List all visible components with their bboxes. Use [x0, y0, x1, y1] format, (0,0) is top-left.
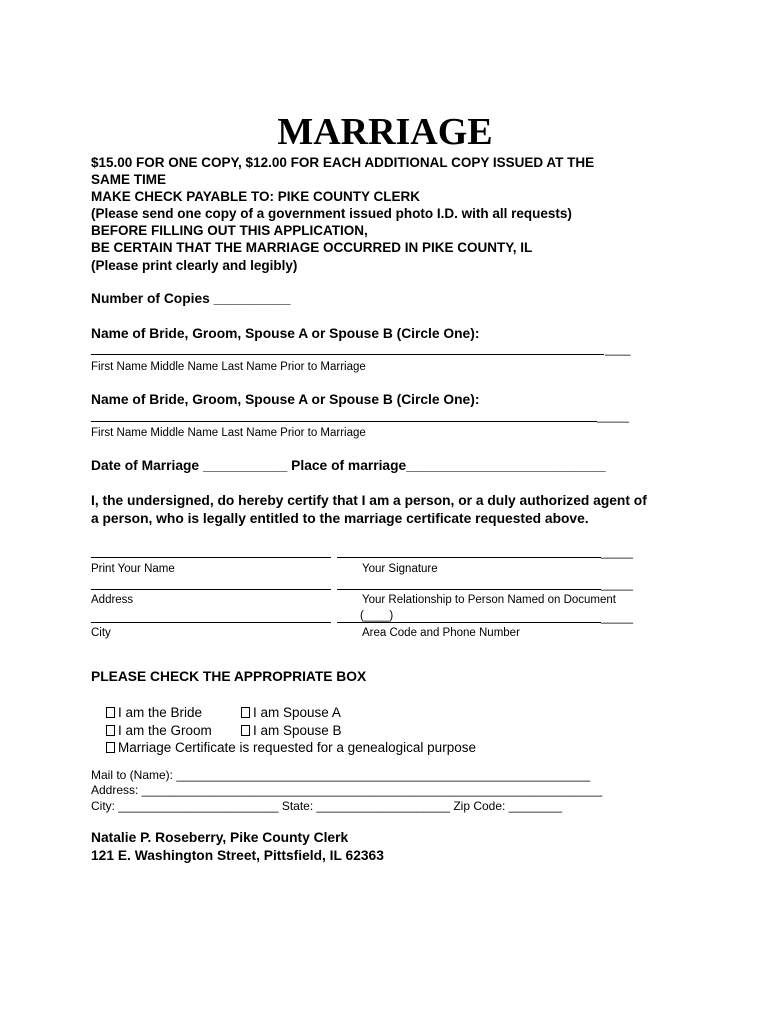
- check-box-heading: PLEASE CHECK THE APPROPRIATE BOX: [91, 669, 367, 684]
- certify-line-1: I, the undersigned, do hereby certify that I am a person, or a duly authorized agent of: [91, 493, 647, 508]
- relationship-caption: Your Relationship to Person Named on Document: [362, 594, 616, 606]
- print-name-caption: Print Your Name: [91, 563, 175, 575]
- address-caption: Address: [91, 594, 134, 606]
- checkbox-genealogy[interactable]: [106, 742, 115, 753]
- relationship-line[interactable]: [337, 589, 601, 590]
- fee-line: $15.00 FOR ONE COPY, $12.00 FOR EACH ADDITIONAL COPY ISSUED AT THE: [91, 155, 595, 170]
- option-spouse-a-label: I am Spouse A: [253, 705, 341, 720]
- print-clearly-line: (Please print clearly and legibly): [91, 258, 298, 273]
- phone-line-tail: _____: [601, 612, 633, 624]
- party2-caption: First Name Middle Name Last Name Prior to Marriage: [91, 427, 366, 439]
- mail-city-state-zip-field[interactable]: City: ________________________ State: ____________________ Zip Code: ________: [91, 799, 563, 813]
- party1-caption: First Name Middle Name Last Name Prior to Marriage: [91, 361, 366, 373]
- phone-caption: Area Code and Phone Number: [362, 627, 520, 639]
- pike-county-line: BE CERTAIN THAT THE MARRIAGE OCCURRED IN PIKE COUNTY, IL: [91, 240, 533, 255]
- date-place-field[interactable]: Date of Marriage ___________ Place of marriage__________________________: [91, 458, 606, 473]
- address-line[interactable]: [91, 589, 331, 590]
- city-line[interactable]: [91, 622, 331, 623]
- option-groom-label: I am the Groom: [118, 723, 212, 738]
- option-genealogy[interactable]: [91, 721, 476, 775]
- mail-address-field[interactable]: Address: _____________________________________________________________________: [91, 783, 603, 797]
- signature-line-tail: _____: [601, 547, 633, 559]
- party1-name-line[interactable]: [91, 354, 604, 355]
- party2-label: Name of Bride, Groom, Spouse A or Spouse B (Circle One):: [91, 392, 480, 407]
- clerk-name: Natalie P. Roseberry, Pike County Clerk: [91, 830, 349, 845]
- page-title: MARRIAGE: [277, 111, 493, 153]
- option-bride-label: I am the Bride: [118, 705, 203, 720]
- id-requirement-line: (Please send one copy of a government issued photo I.D. with all requests): [91, 206, 572, 221]
- relationship-line-tail: _____: [601, 579, 633, 591]
- certify-line-2: a person, who is legally entitled to the marriage certificate requested above.: [91, 511, 589, 526]
- print-name-line[interactable]: [91, 557, 331, 558]
- clerk-address: 121 E. Washington Street, Pittsfield, IL 62363: [91, 848, 384, 863]
- option-spouse-b-label: I am Spouse B: [253, 723, 342, 738]
- fee-line-cont: SAME TIME: [91, 172, 167, 187]
- party2-line-tail: _____: [597, 411, 629, 423]
- party2-name-line[interactable]: [91, 421, 597, 422]
- number-of-copies-field[interactable]: Number of Copies __________: [91, 291, 291, 306]
- city-caption: City: [91, 627, 111, 639]
- party1-label: Name of Bride, Groom, Spouse A or Spouse B (Circle One):: [91, 326, 480, 341]
- signature-line[interactable]: [337, 557, 601, 558]
- mail-to-name-field[interactable]: Mail to (Name): ______________________________________________________________: [91, 768, 591, 782]
- area-code-paren: (____): [360, 610, 394, 622]
- party1-line-tail: ____: [605, 344, 631, 356]
- signature-caption: Your Signature: [362, 563, 438, 575]
- option-genealogy-label: Marriage Certificate is requested for a genealogical purpose: [118, 740, 476, 755]
- payable-line: MAKE CHECK PAYABLE TO: PIKE COUNTY CLERK: [91, 189, 421, 204]
- before-filling-line: BEFORE FILLING OUT THIS APPLICATION,: [91, 223, 368, 238]
